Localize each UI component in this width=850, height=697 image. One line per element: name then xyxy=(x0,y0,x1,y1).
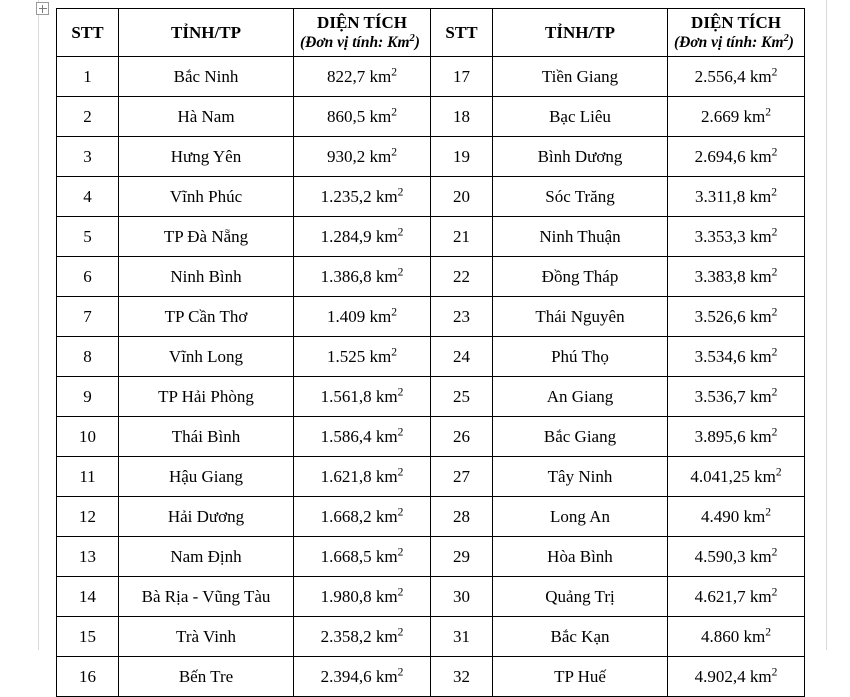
column-header-province-right: TỈNH/TP xyxy=(493,9,668,57)
cell-stt-right: 25 xyxy=(431,377,493,417)
column-header-stt-left: STT xyxy=(57,9,119,57)
cell-stt-right: 29 xyxy=(431,537,493,577)
cell-area-right: 4.902,4 $km^2$ xyxy=(668,657,805,697)
cell-stt-left: 15 xyxy=(57,617,119,657)
cell-area-right: 2.694,6 $km^2$ xyxy=(668,137,805,177)
page-right-margin-guide xyxy=(826,0,827,650)
cell-area-left: 1.668,2 $km^2$ xyxy=(294,497,431,537)
cell-stt-right: 27 xyxy=(431,457,493,497)
cell-province-left: TP Đà Nẵng xyxy=(119,217,294,257)
cell-area-left: 1.586,4 $km^2$ xyxy=(294,417,431,457)
cell-stt-right: 26 xyxy=(431,417,493,457)
table-row xyxy=(57,137,805,177)
table-row xyxy=(57,57,805,97)
cell-province-right: Bạc Liêu xyxy=(493,97,668,137)
table-header xyxy=(57,9,805,57)
cell-province-left: TP Hải Phòng xyxy=(119,377,294,417)
cell-province-right: Tây Ninh xyxy=(493,457,668,497)
column-header-stt-right: STT xyxy=(431,9,493,57)
cell-stt-left: 1 xyxy=(57,57,119,97)
table-row xyxy=(57,297,805,337)
table-row xyxy=(57,97,805,137)
cell-province-right: Đồng Tháp xyxy=(493,257,668,297)
cell-province-right: Thái Nguyên xyxy=(493,297,668,337)
column-header-area-title-left: DIỆN TÍCH xyxy=(317,13,407,32)
cell-area-left: 1.235,2 $km^2$ xyxy=(294,177,431,217)
table-row xyxy=(57,537,805,577)
cell-stt-right: 23 xyxy=(431,297,493,337)
cell-stt-left: 14 xyxy=(57,577,119,617)
table-row xyxy=(57,177,805,217)
cell-area-right: 3.536,7 $km^2$ xyxy=(668,377,805,417)
cell-area-right: 3.383,8 $km^2$ xyxy=(668,257,805,297)
cell-province-left: TP Cần Thơ xyxy=(119,297,294,337)
cell-stt-left: 13 xyxy=(57,537,119,577)
cell-province-right: Bình Dương xyxy=(493,137,668,177)
cell-area-right: 4.590,3 $km^2$ xyxy=(668,537,805,577)
table-body xyxy=(57,57,805,697)
cell-province-right: Phú Thọ xyxy=(493,337,668,377)
cell-province-right: TP Huế xyxy=(493,657,668,697)
table-move-handle-icon[interactable] xyxy=(36,2,49,15)
cell-area-left: 2.358,2 $km^2$ xyxy=(294,617,431,657)
cell-area-left: 930,2 $km^2$ xyxy=(294,137,431,177)
cell-area-left: 1.409 $km^2$ xyxy=(294,297,431,337)
cell-stt-left: 6 xyxy=(57,257,119,297)
cell-area-left: 1.621,8 $km^2$ xyxy=(294,457,431,497)
cell-province-left: Ninh Bình xyxy=(119,257,294,297)
table-row xyxy=(57,577,805,617)
cell-area-left: 2.394,6 $km^2$ xyxy=(294,657,431,697)
table-row xyxy=(57,497,805,537)
table-row xyxy=(57,377,805,417)
cell-province-right: Hòa Bình xyxy=(493,537,668,577)
cell-province-left: Vĩnh Phúc xyxy=(119,177,294,217)
cell-stt-right: 20 xyxy=(431,177,493,217)
cell-area-left: 1.525 $km^2$ xyxy=(294,337,431,377)
column-header-area-note-left: (Đơn vị tính: Km$^2$) xyxy=(300,33,420,52)
cell-area-right: 4.621,7 $km^2$ xyxy=(668,577,805,617)
cell-stt-left: 11 xyxy=(57,457,119,497)
cell-area-left: 1.284,9 $km^2$ xyxy=(294,217,431,257)
cell-area-right: 4.490 $km^2$ xyxy=(668,497,805,537)
cell-province-right: Long An xyxy=(493,497,668,537)
cell-area-right: 3.526,6 $km^2$ xyxy=(668,297,805,337)
cell-stt-left: 5 xyxy=(57,217,119,257)
table-row xyxy=(57,417,805,457)
table-row xyxy=(57,337,805,377)
cell-province-left: Hưng Yên xyxy=(119,137,294,177)
cell-province-left: Vĩnh Long xyxy=(119,337,294,377)
cell-stt-left: 3 xyxy=(57,137,119,177)
table-row xyxy=(57,657,805,697)
cell-area-right: 3.534,6 $km^2$ xyxy=(668,337,805,377)
cell-province-right: Sóc Trăng xyxy=(493,177,668,217)
cell-area-left: 822,7 $km^2$ xyxy=(294,57,431,97)
cell-stt-right: 32 xyxy=(431,657,493,697)
cell-stt-right: 21 xyxy=(431,217,493,257)
cell-stt-right: 22 xyxy=(431,257,493,297)
cell-stt-right: 24 xyxy=(431,337,493,377)
cell-stt-right: 31 xyxy=(431,617,493,657)
cell-province-right: Bắc Kạn xyxy=(493,617,668,657)
cell-area-right: 2.669 $km^2$ xyxy=(668,97,805,137)
cell-stt-right: 28 xyxy=(431,497,493,537)
cell-area-left: 860,5 $km^2$ xyxy=(294,97,431,137)
cell-province-left: Bến Tre xyxy=(119,657,294,697)
cell-stt-left: 9 xyxy=(57,377,119,417)
cell-province-left: Hà Nam xyxy=(119,97,294,137)
cell-area-right: 2.556,4 $km^2$ xyxy=(668,57,805,97)
cell-province-left: Thái Bình xyxy=(119,417,294,457)
cell-province-right: Quảng Trị xyxy=(493,577,668,617)
cell-stt-left: 4 xyxy=(57,177,119,217)
cell-area-left: 1.561,8 $km^2$ xyxy=(294,377,431,417)
column-header-area-left xyxy=(294,9,431,57)
cell-stt-left: 16 xyxy=(57,657,119,697)
table-row xyxy=(57,457,805,497)
cell-province-right: Tiền Giang xyxy=(493,57,668,97)
cell-stt-right: 17 xyxy=(431,57,493,97)
cell-area-right: 4.860 $km^2$ xyxy=(668,617,805,657)
cell-stt-right: 19 xyxy=(431,137,493,177)
cell-area-right: 3.311,8 $km^2$ xyxy=(668,177,805,217)
column-header-province-left: TỈNH/TP xyxy=(119,9,294,57)
page-left-margin-guide xyxy=(38,0,39,650)
cell-stt-left: 10 xyxy=(57,417,119,457)
cell-area-left: 1.980,8 $km^2$ xyxy=(294,577,431,617)
cell-area-left: 1.386,8 $km^2$ xyxy=(294,257,431,297)
cell-stt-right: 18 xyxy=(431,97,493,137)
cell-province-right: An Giang xyxy=(493,377,668,417)
table-header-row xyxy=(57,9,805,57)
table-row xyxy=(57,617,805,657)
column-header-area-title-right: DIỆN TÍCH xyxy=(691,13,781,32)
cell-province-left: Hậu Giang xyxy=(119,457,294,497)
province-area-table xyxy=(56,8,805,697)
table-row xyxy=(57,257,805,297)
cell-area-right: 3.353,3 $km^2$ xyxy=(668,217,805,257)
cell-stt-right: 30 xyxy=(431,577,493,617)
cell-stt-left: 12 xyxy=(57,497,119,537)
cell-province-left: Bà Rịa - Vũng Tàu xyxy=(119,577,294,617)
cell-province-left: Nam Định xyxy=(119,537,294,577)
cell-stt-left: 7 xyxy=(57,297,119,337)
cell-province-left: Bắc Ninh xyxy=(119,57,294,97)
cell-stt-left: 2 xyxy=(57,97,119,137)
table-row xyxy=(57,217,805,257)
cell-area-left: 1.668,5 $km^2$ xyxy=(294,537,431,577)
cell-stt-left: 8 xyxy=(57,337,119,377)
column-header-area-note-right: (Đơn vị tính: Km$^2$) xyxy=(674,33,794,52)
cell-province-left: Hải Dương xyxy=(119,497,294,537)
cell-province-left: Trà Vinh xyxy=(119,617,294,657)
cell-area-right: 3.895,6 $km^2$ xyxy=(668,417,805,457)
cell-province-right: Ninh Thuận xyxy=(493,217,668,257)
cell-province-right: Bắc Giang xyxy=(493,417,668,457)
cell-area-right: 4.041,25 $km^2$ xyxy=(668,457,805,497)
column-header-area-right xyxy=(668,9,805,57)
